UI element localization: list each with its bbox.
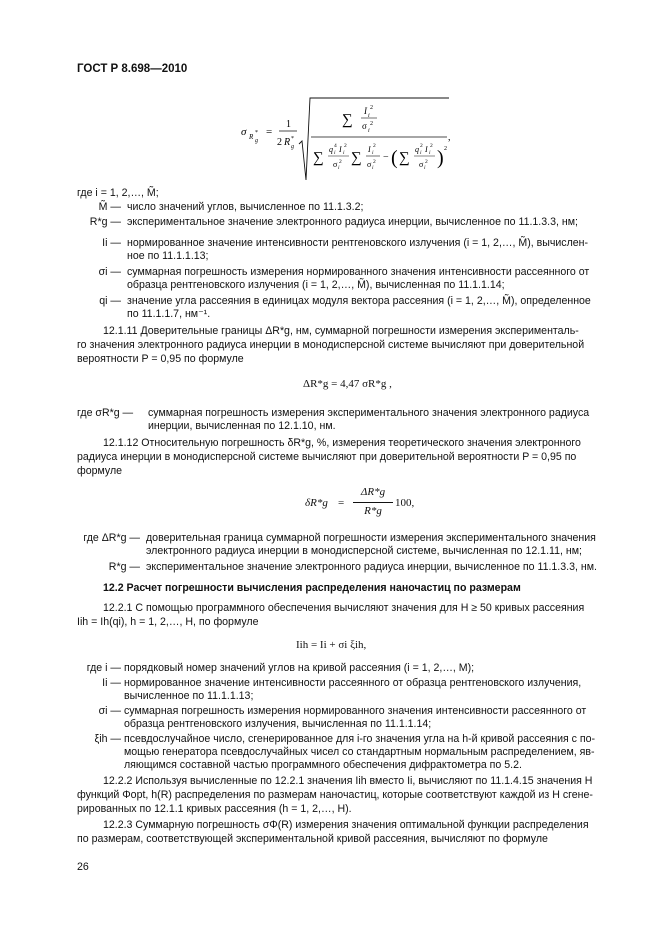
svg-text:i: i: [334, 150, 336, 156]
svg-text:2: 2: [370, 105, 373, 111]
svg-text:∑: ∑: [399, 150, 410, 166]
svg-text:σ: σ: [419, 160, 424, 169]
where1-item-text: нормированное значение интенсивности рентгеновского излучения (i = 1, 2,…, M̃), вычислен-: [127, 237, 589, 249]
svg-text:): ): [437, 147, 444, 169]
where1-item-text: экспериментальное значение электронного радиуса инерции, вычисленное по 11.1.3.3, нм;: [127, 216, 578, 228]
svg-text:I: I: [339, 145, 342, 154]
formula3-lhs: δR*g: [305, 497, 328, 509]
formula-sigma-rg: [235, 92, 465, 187]
where3-item-text: экспериментальное значение электронного радиуса инерции, вычисленное по 11.1.3.3, нм.: [146, 561, 597, 573]
where1-item-text-cont: ное по 11.1.1.13;: [127, 250, 209, 262]
svg-text:i: i: [368, 113, 370, 119]
svg-text:2: 2: [370, 121, 373, 127]
para-12-1-11-line1: 12.1.11 Доверительные границы ΔR*g, нм, суммарной погрешности измерения эксперименталь-: [103, 325, 579, 337]
where3-item-sym: где ΔR*g —: [83, 532, 140, 544]
para-12-2-3-line1: 12.2.3 Суммарную погрешность σΦ(R) измерения значения оптимальной функции распределения: [103, 819, 589, 831]
svg-text:i: i: [372, 150, 374, 156]
svg-text:(: (: [391, 147, 398, 169]
where1-item-sym: M̃ —: [98, 201, 121, 213]
where1-item-sym: σi —: [98, 266, 121, 278]
para-12-2-1-line1: 12.2.1 С помощью программного обеспечения вычисляют значения для H ≥ 50 кривых рассеяния: [103, 602, 585, 614]
svg-text:i: i: [338, 165, 340, 171]
svg-text:2: 2: [425, 159, 428, 165]
svg-text:R: R: [284, 137, 291, 148]
where1-intro: где i = 1, 2,…, M̃;: [77, 187, 159, 199]
svg-text:R: R: [249, 133, 254, 141]
para-12-1-11-line2: го значения электронного радиуса инерции в монодисперсной системе вычисляют при доверительной: [77, 339, 585, 351]
svg-text:,: ,: [448, 132, 451, 143]
where2-text-cont: инерции, вычисленная по 12.1.10, нм.: [148, 420, 336, 432]
svg-text:4: 4: [334, 143, 337, 149]
svg-text:2: 2: [373, 159, 376, 165]
svg-text:=: =: [266, 126, 273, 138]
para-12-1-11-line3: вероятности P = 0,95 по формуле: [77, 353, 244, 365]
where1-item-sym: R*g —: [89, 216, 121, 228]
formula3-numerator: ΔR*g: [360, 486, 386, 498]
svg-text:∑: ∑: [342, 112, 353, 128]
svg-text:I: I: [425, 145, 428, 154]
svg-text:∑: ∑: [313, 150, 324, 166]
svg-text:2: 2: [420, 143, 423, 149]
svg-text:i: i: [343, 150, 345, 156]
para-12-2-1-line2: Iih = Ih(qi), h = 1, 2,…, H, по формуле: [77, 616, 259, 628]
svg-text:σ: σ: [241, 126, 247, 138]
where4-item-sym: где i —: [86, 662, 121, 674]
formula3-denominator: R*g: [364, 505, 382, 517]
svg-text:2: 2: [373, 143, 376, 149]
where4-item-sym: Ii —: [102, 677, 121, 689]
svg-text:g: g: [291, 144, 294, 150]
svg-text:∑: ∑: [351, 150, 362, 166]
para-12-2-2-line3: рированных по 12.1.1 кривых рассеяния (h = 1, 2,…, H).: [77, 803, 352, 815]
where3-item-text-cont: электронного радиуса инерции в монодисперсной системе, вычисленная по 12.1.11, нм;: [146, 545, 582, 557]
svg-text:*: *: [255, 130, 258, 136]
svg-text:2: 2: [430, 143, 433, 149]
svg-text:q: q: [329, 145, 333, 154]
formula-iih: Iih = Ii + σi ξih,: [296, 639, 367, 651]
svg-text:2: 2: [444, 146, 447, 152]
svg-text:i: i: [424, 165, 426, 171]
where1-item-sym: qi —: [99, 295, 121, 307]
para-12-2-2-line1: 12.2.2 Используя вычисленные по 12.2.1 значения Iih вместо Ii, вычисляют по 11.1.4.15 значения H: [103, 775, 593, 787]
where1-item-sym: Ii —: [102, 237, 121, 249]
formula-delta-rel: [305, 485, 435, 525]
formula-sigma-rg-graphic: [235, 92, 465, 187]
where4-item-text: псевдослучайное число, сгенерированное для i-го значения угла на h-й кривой рассеяния с по-: [124, 733, 596, 745]
svg-text:i: i: [429, 150, 431, 156]
where3-item-sym: R*g —: [108, 561, 140, 573]
formula-delta-rg: ΔR*g = 4,47 σR*g ,: [303, 378, 392, 390]
page-number: 26: [77, 861, 89, 873]
para-12-1-12-line1: 12.1.12 Относительную погрешность δR*g, %, измерения теоретического значения электронного: [103, 437, 581, 449]
where4-item-text-cont: мощью генератора псевдослучайных чисел со стандартным нормальным распределением, яв-: [124, 746, 595, 758]
where4-item-text: нормированное значение интенсивности рассеянного от образца рентгеновского излучения,: [124, 677, 582, 689]
svg-text:i: i: [420, 150, 422, 156]
svg-text:σ: σ: [333, 160, 338, 169]
where4-item-text-cont: вычисленное по 11.1.1.13;: [124, 690, 254, 702]
svg-text:i: i: [372, 165, 374, 171]
where4-item-text: суммарная погрешность измерения нормированного значения интенсивности рассеянного от: [124, 705, 587, 717]
where1-item-text: число значений углов, вычисленное по 11.1.3.2;: [127, 201, 364, 213]
where4-item-sym: ξih —: [94, 733, 121, 745]
para-12-1-12-line2: радиуса инерции в монодисперсной системе вычисляют при доверительной вероятности P = 0,95 по: [77, 451, 577, 463]
where2-sym: где σR*g —: [77, 407, 134, 419]
where1-item-text-cont: по 11.1.1.7, нм⁻¹.: [127, 308, 211, 320]
formula3-equals: =: [338, 497, 345, 509]
svg-text:2: 2: [277, 137, 282, 148]
svg-text:g: g: [255, 138, 258, 144]
svg-text:i: i: [368, 128, 370, 134]
svg-text:σ: σ: [367, 160, 372, 169]
para-12-2-2-line2: функций Φopt, h(R) распределения по размерам наночастиц, которые соответствуют каждой из H сгене-: [77, 789, 593, 801]
svg-text:q: q: [415, 145, 419, 154]
where1-item-text-cont: образца рентгеновского излучения (i = 1, 2,…, M̃), вычисленная по 11.1.1.14;: [127, 279, 505, 291]
where1-item-text: суммарная погрешность измерения нормированного значения интенсивности рассеянного от: [127, 266, 590, 278]
where1-item-text: значение угла рассеяния в единицах модуля вектора рассеяния (i = 1, 2,…, M̃), определенное: [127, 295, 591, 307]
where3-item-text: доверительная граница суммарной погрешности измерения экспериментального значения: [146, 532, 596, 544]
formula3-fraction-bar: [353, 502, 393, 503]
where4-item-text-cont: ляющимся составной частью программного обеспечения дифрактометра по 5.2.: [124, 759, 522, 771]
para-12-1-12-line3: формуле: [77, 465, 123, 477]
where4-item-text-cont: образца рентгеновского излучения, вычисленная по 11.1.1.14;: [124, 718, 432, 730]
where2-text: суммарная погрешность измерения экспериментального значения электронного радиуса: [148, 407, 590, 419]
svg-text:2: 2: [344, 143, 347, 149]
svg-text:I: I: [364, 106, 367, 116]
svg-text:1: 1: [286, 119, 291, 130]
document-header: ГОСТ Р 8.698—2010: [77, 63, 188, 75]
svg-text:2: 2: [339, 159, 342, 165]
where4-item-text: порядковый номер значений углов на кривой рассеяния (i = 1, 2,…, M);: [124, 662, 475, 674]
where4-item-sym: σi —: [98, 705, 121, 717]
formula3-tail: 100,: [395, 497, 415, 509]
svg-text:*: *: [291, 136, 294, 142]
section-12-2-title: 12.2 Расчет погрешности вычисления распределения наночастиц по размерам: [103, 582, 521, 594]
svg-text:I: I: [368, 145, 371, 154]
para-12-2-3-line2: по размерам, соответствующей экспериментальной кривой рассеяния, вычисляют по формуле: [77, 833, 548, 845]
svg-text:σ: σ: [362, 121, 367, 131]
svg-text:−: −: [383, 152, 389, 163]
